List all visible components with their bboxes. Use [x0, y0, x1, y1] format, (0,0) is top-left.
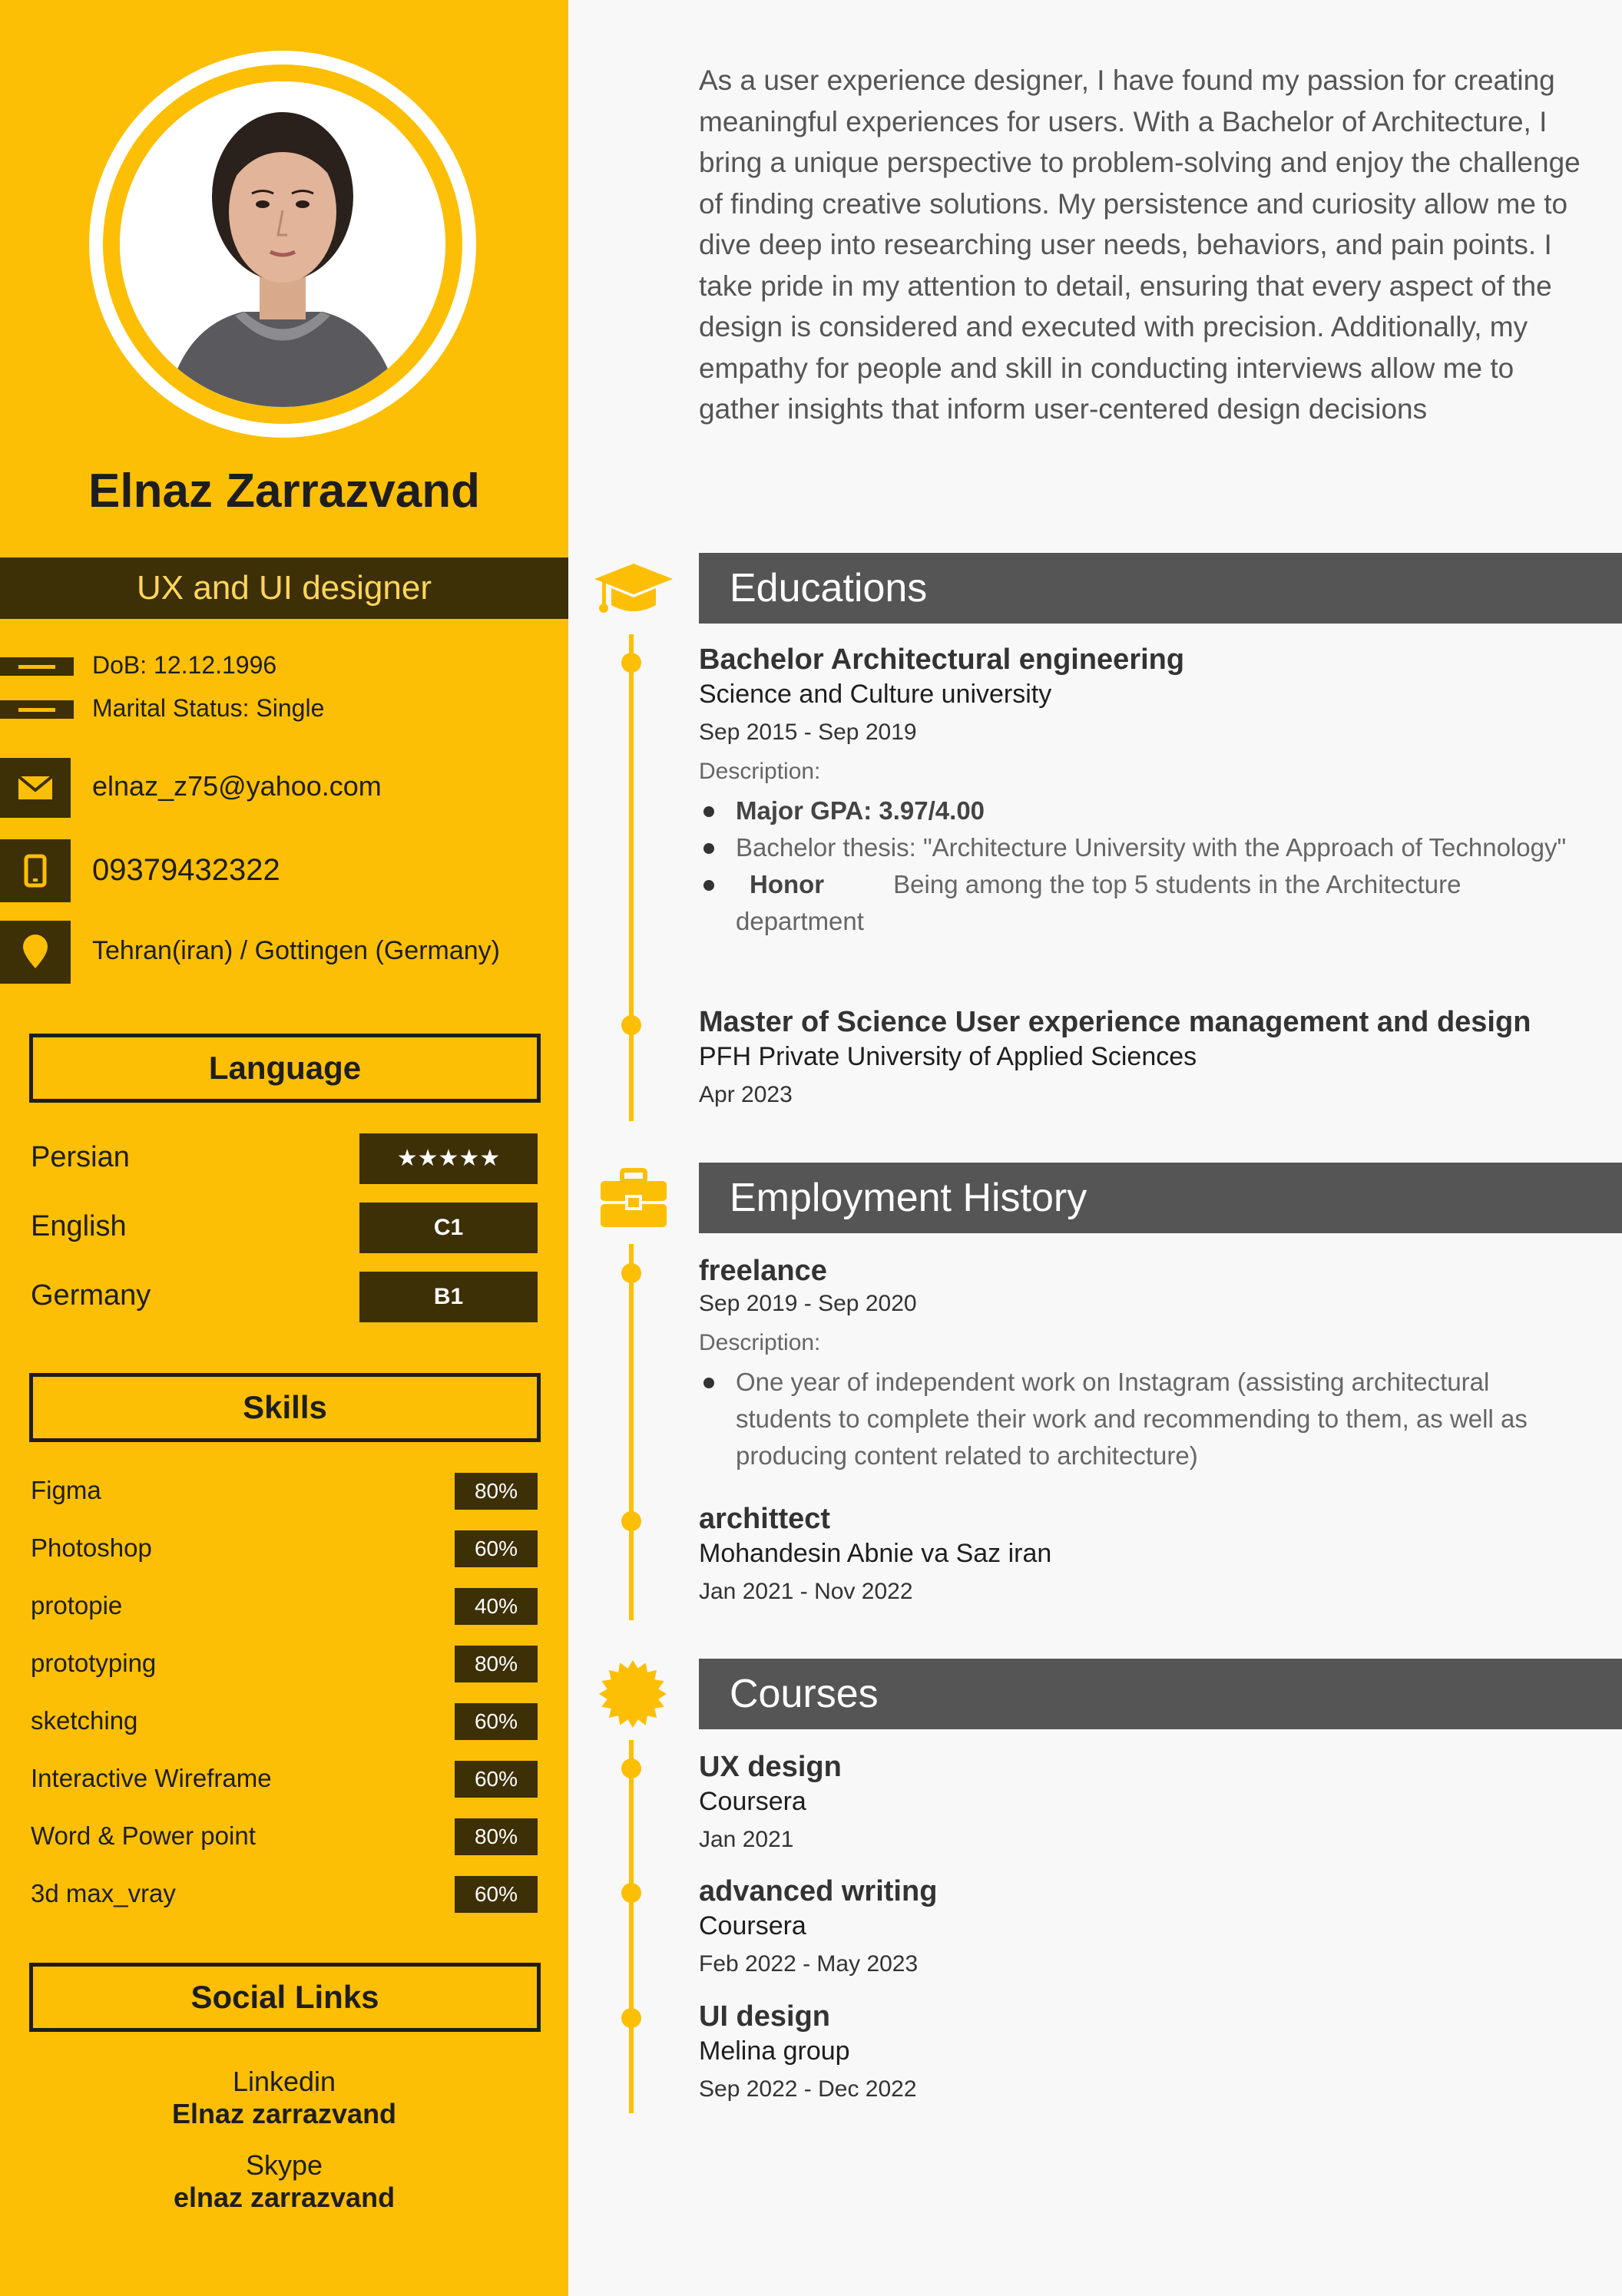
skill-level-badge: 60%	[455, 1530, 538, 1567]
skill-level-badge: 40%	[455, 1588, 538, 1625]
course-entry	[699, 1749, 1582, 1858]
skill-row	[31, 1703, 538, 1740]
email-row	[0, 758, 568, 818]
timeline-dot	[621, 653, 641, 673]
skill-name: protopie	[31, 1591, 123, 1619]
skill-name: Figma	[31, 1476, 101, 1504]
dob-row	[0, 651, 568, 682]
entry-bullets	[699, 792, 1582, 940]
briefcase-icon	[599, 1167, 668, 1232]
skill-level-badge: 80%	[455, 1646, 538, 1682]
skill-row	[31, 1761, 538, 1798]
honor-label: Honor	[750, 870, 825, 898]
skill-row	[31, 1646, 538, 1682]
job-title-bar: UX and UI designer	[0, 557, 568, 619]
language-name: Germany	[31, 1279, 151, 1312]
skill-row	[31, 1588, 538, 1625]
timeline-dot	[621, 2008, 641, 2028]
honor-text: Being among the top 5 students in the Architecture department	[736, 870, 1461, 935]
skills-heading: Skills	[29, 1373, 541, 1442]
phone-text[interactable]: 09379432322	[92, 853, 280, 887]
skill-row	[31, 1876, 538, 1913]
list-item	[699, 866, 1582, 940]
entry-provider: Melina group	[699, 2036, 850, 2066]
skill-level-badge: 80%	[455, 1818, 538, 1855]
entry-date: Sep 2015 - Sep 2019	[699, 720, 917, 745]
social-links-heading: Social Links	[29, 1963, 541, 2032]
certificate-badge-icon	[597, 1659, 668, 1733]
entry-date: Jan 2021	[699, 1827, 794, 1852]
education-timeline	[629, 634, 634, 1121]
timeline-dot	[621, 1263, 641, 1283]
language-level-badge: B1	[359, 1272, 538, 1322]
profile-photo-frame	[89, 51, 476, 438]
language-row	[31, 1133, 538, 1184]
skill-level-badge: 60%	[455, 1761, 538, 1798]
entry-title: UX design	[699, 1751, 842, 1783]
education-entry-bachelor	[699, 642, 1582, 940]
language-name: Persian	[31, 1141, 130, 1173]
location-row	[0, 921, 568, 984]
skill-name: Photoshop	[31, 1533, 152, 1562]
skill-level-badge: 80%	[455, 1473, 538, 1510]
entry-institution: PFH Private University of Applied Sciences	[699, 1042, 1197, 1071]
entry-bullets	[699, 1364, 1582, 1474]
marital-row	[0, 694, 568, 725]
linkedin-label: Linkedin	[232, 2066, 336, 2097]
entry-date: Jan 2021 - Nov 2022	[699, 1579, 913, 1604]
phone-row	[0, 839, 568, 902]
entry-date: Sep 2019 - Sep 2020	[699, 1291, 917, 1316]
entry-description-label: Description:	[699, 1330, 821, 1355]
envelope-icon	[0, 758, 71, 818]
language-row	[31, 1203, 538, 1253]
profile-photo	[120, 81, 445, 407]
skill-name: Interactive Wireframe	[31, 1764, 272, 1792]
language-row	[31, 1272, 538, 1322]
entry-date: Apr 2023	[699, 1082, 793, 1107]
email-text[interactable]: elnaz_z75@yahoo.com	[92, 770, 382, 802]
skill-name: sketching	[31, 1706, 138, 1735]
avatar	[120, 81, 445, 407]
sidebar	[0, 0, 568, 2296]
skill-row	[31, 1473, 538, 1510]
entry-title: freelance	[699, 1255, 827, 1287]
skype-link[interactable]	[0, 2149, 568, 2214]
timeline-dot	[621, 1883, 641, 1903]
entry-title: Master of Science User experience management and design	[699, 1006, 1531, 1038]
entry-provider: Coursera	[699, 1787, 806, 1816]
course-entry	[699, 1999, 1582, 2108]
timeline-dot	[621, 1511, 641, 1531]
profile-name: Elnaz Zarrazvand	[88, 465, 480, 518]
language-level-badge: ★★★★★	[359, 1133, 538, 1184]
skill-level-badge: 60%	[455, 1876, 538, 1913]
courses-header: Courses	[699, 1659, 1622, 1729]
entry-title: Bachelor Architectural engineering	[699, 643, 1185, 676]
skill-level-badge: 60%	[455, 1703, 538, 1740]
dob-text: DoB: 12.12.1996	[92, 651, 277, 679]
entry-title: archittect	[699, 1503, 831, 1535]
dash-icon	[0, 700, 74, 719]
gpa-text: Major GPA: 3.97/4.00	[736, 796, 985, 825]
entry-company: Mohandesin Abnie va Saz iran	[699, 1539, 1052, 1568]
courses-timeline	[629, 1740, 634, 2113]
educations-header: Educations	[699, 553, 1622, 624]
phone-icon	[0, 839, 71, 902]
language-level-badge: C1	[359, 1203, 538, 1253]
timeline-dot	[621, 1015, 641, 1035]
employment-entry-architect	[699, 1501, 1582, 1610]
list-item	[699, 792, 1582, 829]
skill-name: prototyping	[31, 1649, 157, 1677]
marital-text: Marital Status: Single	[92, 694, 325, 722]
entry-title: advanced writing	[699, 1875, 938, 1907]
language-heading: Language	[29, 1034, 541, 1103]
employment-timeline	[629, 1244, 634, 1620]
skill-row	[31, 1530, 538, 1567]
linkedin-link[interactable]	[0, 2066, 568, 2130]
entry-title: UI design	[699, 2000, 831, 2033]
skill-name: 3d max_vray	[31, 1879, 176, 1907]
employment-entry-freelance	[699, 1253, 1582, 1474]
entry-date: Feb 2022 - May 2023	[699, 1951, 919, 1977]
language-name: English	[31, 1210, 127, 1242]
entry-description-label: Description:	[699, 759, 821, 784]
skype-label: Skype	[245, 2149, 323, 2181]
map-pin-icon	[0, 921, 71, 984]
entry-provider: Coursera	[699, 1911, 806, 1940]
skill-row	[31, 1818, 538, 1855]
dash-icon	[0, 657, 74, 676]
graduation-cap-icon	[591, 561, 676, 623]
entry-date: Sep 2022 - Dec 2022	[699, 2076, 917, 2102]
employment-history-header: Employment History	[699, 1163, 1622, 1233]
skype-value: elnaz zarrazvand	[173, 2182, 396, 2213]
list-item: One year of independent work on Instagram (assisting architectural students to complete their work and recommending to them, as well as producing content related to architecture)	[699, 1364, 1582, 1474]
location-text: Tehran(iran) / Gottingen (Germany)	[92, 936, 500, 965]
profile-summary: As a user experience designer, I have found my passion for creating meaningful experiences for users. With a Bachelor of Architecture, I bring a unique perspective to problem-solving and enjoy the challenge of finding creative solutions. My persistence and curiosity allow me to dive deep into researching user needs, behaviors, and pain points. I take pride in my attention to detail, ensuring that every aspect of the design is considered and executed with precision. Additionally, my empathy for people and skill in conducting interviews allow me to gather insights that inform user-centered design decisions	[699, 65, 1581, 425]
course-entry	[699, 1874, 1582, 1983]
skill-name: Word & Power point	[31, 1821, 256, 1850]
linkedin-value: Elnaz zarrazvand	[171, 2098, 397, 2129]
entry-institution: Science and Culture university	[699, 680, 1052, 709]
timeline-dot	[621, 1758, 641, 1778]
education-entry-master	[699, 1004, 1582, 1113]
list-item: Bachelor thesis: "Architecture University with the Approach of Technology"	[699, 829, 1582, 866]
